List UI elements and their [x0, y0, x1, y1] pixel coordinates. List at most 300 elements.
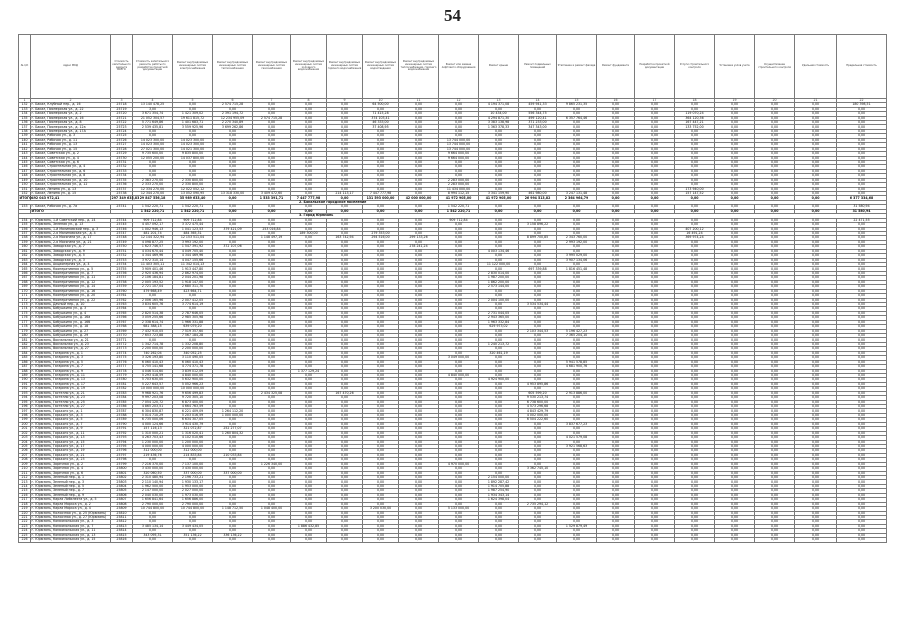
- table-cell: 0,00: [327, 529, 363, 533]
- table-cell: 0,00: [557, 125, 597, 129]
- table-cell: 0,00: [557, 409, 597, 413]
- table-cell: 0,00: [635, 338, 675, 342]
- table-cell: 1 987 200,00: [479, 276, 519, 280]
- table-cell: 0,00: [597, 351, 635, 355]
- table-cell: 2 283 000,00: [439, 178, 479, 182]
- table-cell: 0,00: [597, 240, 635, 244]
- table-cell: 0,00: [327, 369, 363, 373]
- table-cell: 0,00: [795, 520, 837, 524]
- table-cell: 0,00: [327, 174, 363, 178]
- table-cell: 0,00: [635, 418, 675, 422]
- table-cell: 0,00: [837, 427, 887, 431]
- table-cell: 0,00: [597, 325, 635, 329]
- table-cell: 0,00: [173, 458, 213, 462]
- table-cell: 0,00: [597, 298, 635, 302]
- table-cell: 0,00: [755, 316, 795, 320]
- table-cell: 0,00: [253, 431, 291, 435]
- table-cell: 0,00: [253, 529, 291, 533]
- table-cell: 0,00: [213, 378, 253, 382]
- table-cell: 0,00: [439, 236, 479, 240]
- table-cell: 0,00: [715, 449, 755, 453]
- address-cell: г. Юрюзань, Дачный пер., д. 10: [31, 302, 111, 306]
- table-cell: 0,00: [635, 436, 675, 440]
- table-cell: 0,00: [291, 276, 327, 280]
- table-cell: 2 200 000,00: [133, 347, 173, 351]
- table-cell: 0,00: [755, 458, 795, 462]
- table-cell: 0,00: [291, 205, 327, 209]
- table-cell: 0,00: [399, 422, 439, 426]
- table-cell: 0,00: [635, 116, 675, 120]
- table-cell: 0,00: [519, 258, 557, 262]
- table-cell: 1 200 000,00: [173, 440, 213, 444]
- table-cell: 25798: [111, 458, 133, 462]
- table-cell: 0,00: [399, 271, 439, 275]
- table-cell: 0,00: [755, 440, 795, 444]
- table-cell: 0,00: [675, 280, 715, 284]
- table-cell: 0,00: [363, 436, 399, 440]
- table-cell: 0,00: [439, 107, 479, 111]
- table-cell: 1 656 886,00: [173, 498, 213, 502]
- table-cell: 0,00: [795, 396, 837, 400]
- table-cell: 0,00: [327, 515, 363, 519]
- table-cell: 0,00: [399, 258, 439, 262]
- table-cell: 14 023 300,00: [133, 138, 173, 142]
- table-cell: 0,00: [327, 209, 363, 213]
- table-cell: 0,00: [253, 533, 291, 537]
- table-cell: 0,00: [675, 373, 715, 377]
- table-cell: 0,00: [837, 409, 887, 413]
- table-cell: 2 993 192,00: [557, 240, 597, 244]
- table-cell: 3 409 472,60: [253, 192, 291, 196]
- table-cell: 0,00: [715, 254, 755, 258]
- address-cell: г. Юрюзань, Зеленая ул., д. 13: [31, 223, 111, 227]
- table-cell: 37 408,95: [363, 125, 399, 129]
- table-cell: 4 263 703,43: [133, 436, 173, 440]
- table-cell: 0,00: [755, 538, 795, 542]
- address-cell: г. Бакал, Строительная ул., д. 8: [31, 174, 111, 178]
- table-cell: 0,00: [837, 511, 887, 515]
- table-cell: 193: [19, 391, 31, 395]
- table-cell: 0,00: [399, 325, 439, 329]
- table-cell: 252 277,07: [213, 427, 253, 431]
- table-cell: 0,00: [755, 160, 795, 164]
- table-cell: 0,00: [795, 320, 837, 324]
- address-cell: г. Юрюзань, Комсомольская ул., д. 3: [31, 520, 111, 524]
- address-cell: г. Юрюзань, 1-й Советский пер., д. 14: [31, 218, 111, 222]
- table-cell: 0,00: [213, 147, 253, 151]
- table-cell: 0,00: [519, 538, 557, 542]
- table-cell: 0,00: [479, 538, 519, 542]
- table-cell: 0,00: [755, 422, 795, 426]
- column-header: Предельная стоимость: [837, 35, 887, 99]
- address-cell: г. Юрюзань, Горького ул., д. 9: [31, 427, 111, 431]
- table-cell: 0,00: [253, 405, 291, 409]
- table-cell: 0,00: [253, 476, 291, 480]
- table-cell: 0,00: [635, 369, 675, 373]
- column-number: 21: [795, 99, 837, 103]
- table-cell: 0,00: [597, 245, 635, 249]
- table-cell: 0,00: [213, 529, 253, 533]
- table-cell: 4 681 900,76: [557, 365, 597, 369]
- table-cell: 210 033,84: [213, 453, 253, 457]
- table-cell: 0,00: [755, 502, 795, 506]
- table-cell: 299 133,26: [399, 236, 439, 240]
- table-cell: 0,00: [597, 116, 635, 120]
- table-cell: 0,00: [253, 524, 291, 528]
- table-cell: 0,00: [327, 227, 363, 231]
- table-cell: 1 542 220,71: [133, 209, 173, 213]
- table-cell: 2 004 100,00: [479, 298, 519, 302]
- table-cell: 4 865 203,51: [133, 405, 173, 409]
- table-cell: 0,00: [479, 107, 519, 111]
- table-cell: 0,00: [363, 409, 399, 413]
- table-cell: 0,00: [363, 502, 399, 506]
- table-cell: 25722: [111, 121, 133, 125]
- column-number: 14: [519, 99, 557, 103]
- table-cell: 0,00: [715, 325, 755, 329]
- table-cell: 0,00: [597, 347, 635, 351]
- table-cell: 336 136,22: [213, 533, 253, 537]
- table-cell: 4 774 371,78: [173, 365, 213, 369]
- table-cell: 0,00: [837, 493, 887, 497]
- table-cell: 0,00: [363, 476, 399, 480]
- table-cell: 0,00: [837, 400, 887, 404]
- table-cell: 163 742,94: [327, 236, 363, 240]
- address-cell: г. Бакал, Пионерская ул., д. 16: [31, 116, 111, 120]
- column-header: Утепление и ремонт фасада: [557, 35, 597, 99]
- table-cell: 0,00: [363, 160, 399, 164]
- table-cell: 0,00: [519, 231, 557, 235]
- table-cell: 0,00: [213, 302, 253, 306]
- address-cell: г. Бакал, Клубный пер., д. 16: [31, 103, 111, 107]
- table-cell: 0,00: [675, 413, 715, 417]
- table-cell: 0,00: [675, 289, 715, 293]
- table-cell: 0,00: [439, 449, 479, 453]
- table-cell: 0,00: [479, 444, 519, 448]
- table-cell: 0,00: [327, 223, 363, 227]
- table-cell: 176: [19, 316, 31, 320]
- column-number: 3: [111, 99, 133, 103]
- table-cell: 0,00: [715, 378, 755, 382]
- table-cell: 2 270 340,89: [213, 121, 253, 125]
- table-cell: 168: [19, 280, 31, 284]
- table-cell: 25781: [111, 382, 133, 386]
- table-cell: 0,00: [675, 462, 715, 466]
- table-cell: 0,00: [837, 183, 887, 187]
- table-cell: 1 542 220,71: [173, 209, 213, 213]
- table-cell: 0,00: [399, 231, 439, 235]
- table-cell: 0,00: [327, 147, 363, 151]
- table-cell: 0,00: [439, 400, 479, 404]
- table-cell: 0,00: [675, 325, 715, 329]
- table-cell: 0,00: [675, 263, 715, 267]
- table-cell: 0,00: [635, 316, 675, 320]
- table-cell: 6 060 410,43: [173, 360, 213, 364]
- table-cell: 0,00: [399, 169, 439, 173]
- table-cell: 0,00: [519, 378, 557, 382]
- table-cell: 0,00: [327, 160, 363, 164]
- table-cell: 0,00: [557, 369, 597, 373]
- table-cell: 0,00: [253, 396, 291, 400]
- table-cell: 0,00: [635, 329, 675, 333]
- table-cell: 200: [19, 422, 31, 426]
- table-cell: 218: [19, 502, 31, 506]
- table-cell: 0,00: [439, 489, 479, 493]
- table-body: [19, 99, 887, 543]
- table-cell: 0,00: [675, 493, 715, 497]
- address-cell: г. Юрюзань, Кооперативная ул., д. 16: [31, 289, 111, 293]
- table-cell: 0,00: [327, 400, 363, 404]
- table-cell: 0,00: [675, 498, 715, 502]
- column-number: 10: [363, 99, 399, 103]
- table-cell: 186: [19, 360, 31, 364]
- table-cell: 0,00: [213, 369, 253, 373]
- table-cell: 0,00: [557, 373, 597, 377]
- table-cell: 0,00: [715, 218, 755, 222]
- table-cell: 0,00: [755, 134, 795, 138]
- table-cell: 167: [19, 276, 31, 280]
- address-cell: г. Юрюзань, Кооперативная ул., д. 11: [31, 276, 111, 280]
- table-cell: 0,00: [715, 405, 755, 409]
- table-cell: 0,00: [755, 436, 795, 440]
- table-cell: 0,00: [675, 134, 715, 138]
- table-cell: 12 144 322,94: [133, 236, 173, 240]
- table-cell: 0,00: [675, 302, 715, 306]
- table-cell: 25789: [111, 418, 133, 422]
- table-cell: 166: [19, 271, 31, 275]
- table-cell: 0,00: [597, 467, 635, 471]
- table-cell: 0,00: [837, 227, 887, 231]
- table-cell: 697 339,88: [519, 267, 557, 271]
- table-cell: 0,00: [173, 294, 213, 298]
- table-cell: 0,00: [519, 240, 557, 244]
- table-cell: 171: [19, 294, 31, 298]
- table-cell: 0,00: [837, 280, 887, 284]
- address-cell: г. Юрюзань, Акционерная ул., д. 4: [31, 263, 111, 267]
- table-cell: 0,00: [213, 524, 253, 528]
- table-cell: 0,00: [479, 267, 519, 271]
- address-cell: г. Юрюзань, Горького ул., д. 21: [31, 453, 111, 457]
- table-cell: 0,00: [519, 458, 557, 462]
- table-cell: 0,00: [795, 183, 837, 187]
- table-cell: 25752: [111, 254, 133, 258]
- table-cell: 0,00: [327, 276, 363, 280]
- table-cell: 0,00: [479, 302, 519, 306]
- table-cell: 0,00: [675, 467, 715, 471]
- table-cell: 0,00: [399, 311, 439, 315]
- table-cell: 3 774 614,19: [173, 302, 213, 306]
- table-cell: 0,00: [519, 325, 557, 329]
- table-cell: 0,00: [597, 427, 635, 431]
- address-cell: г. Бакал, Ленина ул., д. 15: [31, 192, 111, 196]
- table-cell: 0,00: [795, 240, 837, 244]
- address-cell: г. Юрюзань, Горького ул., д. 13: [31, 436, 111, 440]
- table-cell: 0,00: [213, 515, 253, 519]
- table-cell: 0,00: [479, 138, 519, 142]
- table-cell: 0,00: [635, 538, 675, 542]
- table-cell: 1 529 879,49: [557, 524, 597, 528]
- table-cell: 0,00: [327, 289, 363, 293]
- table-cell: 0,00: [213, 240, 253, 244]
- table-cell: 0,00: [597, 515, 635, 519]
- table-cell: 0,00: [755, 471, 795, 475]
- table-cell: 0,00: [675, 480, 715, 484]
- table-cell: 0,00: [837, 152, 887, 156]
- table-cell: 0,00: [519, 307, 557, 311]
- table-cell: 13 052 090,95: [173, 192, 213, 196]
- table-cell: 0,00: [399, 342, 439, 346]
- table-cell: 0,00: [399, 329, 439, 333]
- table-cell: 0,00: [363, 360, 399, 364]
- table-cell: 0,00: [755, 138, 795, 142]
- table-cell: 0,00: [675, 338, 715, 342]
- table-cell: 0,00: [519, 476, 557, 480]
- table-cell: 0,00: [439, 493, 479, 497]
- table-cell: 0,00: [635, 307, 675, 311]
- table-cell: 0,00: [635, 285, 675, 289]
- table-cell: 0,00: [597, 263, 635, 267]
- table-cell: 253 016,84: [253, 227, 291, 231]
- table-cell: 0,00: [715, 280, 755, 284]
- table-cell: 0,00: [519, 276, 557, 280]
- table-cell: 0,00: [675, 174, 715, 178]
- table-cell: 0,00: [327, 462, 363, 466]
- table-cell: 0,00: [253, 165, 291, 169]
- table-cell: 0,00: [479, 183, 519, 187]
- table-cell: 0,00: [173, 511, 213, 515]
- table-cell: 0,00: [597, 391, 635, 395]
- table-cell: 25738: [111, 192, 133, 196]
- table-cell: 4 840 000,00: [173, 373, 213, 377]
- table-cell: 0,00: [635, 174, 675, 178]
- table-cell: 0,00: [715, 240, 755, 244]
- table-cell: 0,00: [519, 165, 557, 169]
- table-cell: 0,00: [363, 413, 399, 417]
- column-header: Ремонт внутридомовых инженерных систем горячего водоснабжения: [327, 35, 363, 99]
- table-cell: 3 430 000,00: [133, 467, 173, 471]
- table-cell: 211: [19, 471, 31, 475]
- table-cell: 0,00: [795, 334, 837, 338]
- table-cell: 189: [19, 373, 31, 377]
- table-cell: 0,00: [755, 529, 795, 533]
- table-cell: 2 943 365,00: [479, 316, 519, 320]
- table-cell: 0,00: [479, 231, 519, 235]
- table-cell: 0,00: [755, 334, 795, 338]
- column-header: Ремонт внутридомовых инженерных систем теплоснабжения: [213, 35, 253, 99]
- table-cell: 0,00: [519, 453, 557, 457]
- table-cell: 0,00: [795, 511, 837, 515]
- address-cell: г. Юрюзань, Заводская ул., д. 9: [31, 249, 111, 253]
- table-cell: 0,00: [253, 240, 291, 244]
- table-cell: 0,00: [363, 498, 399, 502]
- table-cell: 0,00: [363, 480, 399, 484]
- table-cell: 0,00: [795, 112, 837, 116]
- table-cell: 13 744 000,00: [439, 138, 479, 142]
- table-cell: 0,00: [715, 231, 755, 235]
- table-cell: 0,00: [795, 484, 837, 488]
- table-cell: 0,00: [597, 227, 635, 231]
- table-cell: 25765: [111, 311, 133, 315]
- table-cell: 0,00: [291, 409, 327, 413]
- table-cell: 1 624 398,04: [479, 498, 519, 502]
- table-cell: 25788: [111, 413, 133, 417]
- table-cell: 0,00: [675, 196, 715, 200]
- table-cell: 0,00: [597, 249, 635, 253]
- table-cell: 1 226 340,00: [253, 462, 291, 466]
- table-cell: 4 970 000,00: [439, 462, 479, 466]
- address-cell: г. Бакал, Пионерская ул., д. 8: [31, 121, 111, 125]
- table-cell: 0,00: [213, 187, 253, 191]
- table-cell: 0,00: [675, 178, 715, 182]
- table-cell: 0,00: [675, 307, 715, 311]
- table-cell: 3,00: [133, 107, 173, 111]
- table-cell: 0,00: [399, 373, 439, 377]
- table-cell: 0,00: [755, 289, 795, 293]
- table-cell: 0,00: [635, 289, 675, 293]
- table-cell: 5 293 418,59: [133, 373, 173, 377]
- table-cell: 0,00: [173, 107, 213, 111]
- table-cell: 0,00: [597, 285, 635, 289]
- table-cell: 0,00: [557, 311, 597, 315]
- table-cell: 4 000 000,00: [173, 444, 213, 448]
- table-cell: 0,00: [291, 307, 327, 311]
- column-number: 1: [19, 99, 31, 103]
- table-cell: 0,00: [291, 436, 327, 440]
- column-header: Ремонт фундамента: [597, 35, 635, 99]
- table-cell: 0,00: [837, 116, 887, 120]
- table-cell: 0,00: [755, 196, 795, 200]
- table-cell: 0,00: [399, 400, 439, 404]
- table-cell: 0,00: [795, 187, 837, 191]
- table-cell: 0,00: [755, 294, 795, 298]
- table-cell: 0,00: [253, 347, 291, 351]
- table-cell: 0,00: [519, 484, 557, 488]
- table-cell: 0,00: [715, 453, 755, 457]
- table-cell: 0,00: [635, 382, 675, 386]
- table-cell: 0,00: [253, 484, 291, 488]
- table-cell: 0,00: [715, 467, 755, 471]
- table-cell: 0,00: [291, 515, 327, 519]
- table-cell: 133: [19, 107, 31, 111]
- table-cell: 0,00: [557, 538, 597, 542]
- table-cell: 0,00: [327, 507, 363, 511]
- table-cell: 0,00: [439, 436, 479, 440]
- table-cell: 0,00: [795, 524, 837, 528]
- table-cell: 2 196 733,21: [173, 476, 213, 480]
- table-cell: 0,00: [755, 183, 795, 187]
- table-cell: 0,00: [755, 498, 795, 502]
- table-cell: 0,00: [173, 307, 213, 311]
- address-cell: г. Юрюзань, Заречная ул., д. 6: [31, 471, 111, 475]
- table-cell: 0,00: [675, 152, 715, 156]
- table-cell: 0,00: [399, 440, 439, 444]
- table-cell: 0,00: [755, 462, 795, 466]
- table-cell: 25802: [111, 476, 133, 480]
- table-cell: 0,00: [253, 160, 291, 164]
- table-cell: 0,00: [327, 187, 363, 191]
- table-cell: 9 865 231,35: [557, 103, 597, 107]
- table-cell: 1 264 112,20: [213, 409, 253, 413]
- table-cell: 0,00: [635, 444, 675, 448]
- table-cell: 0,00: [291, 391, 327, 395]
- table-cell: 25791: [111, 427, 133, 431]
- table-cell: 0,00: [253, 125, 291, 129]
- table-cell: 2 147 000,00: [133, 489, 173, 493]
- address-cell: г. Юрюзань, Кооперативная ул., д. 5: [31, 267, 111, 271]
- column-header: Ремонт внутридомовых инженерных систем теплоснабжения, горячего водоснабжения: [399, 35, 439, 99]
- table-cell: 0,00: [715, 382, 755, 386]
- table-cell: 25801: [111, 471, 133, 475]
